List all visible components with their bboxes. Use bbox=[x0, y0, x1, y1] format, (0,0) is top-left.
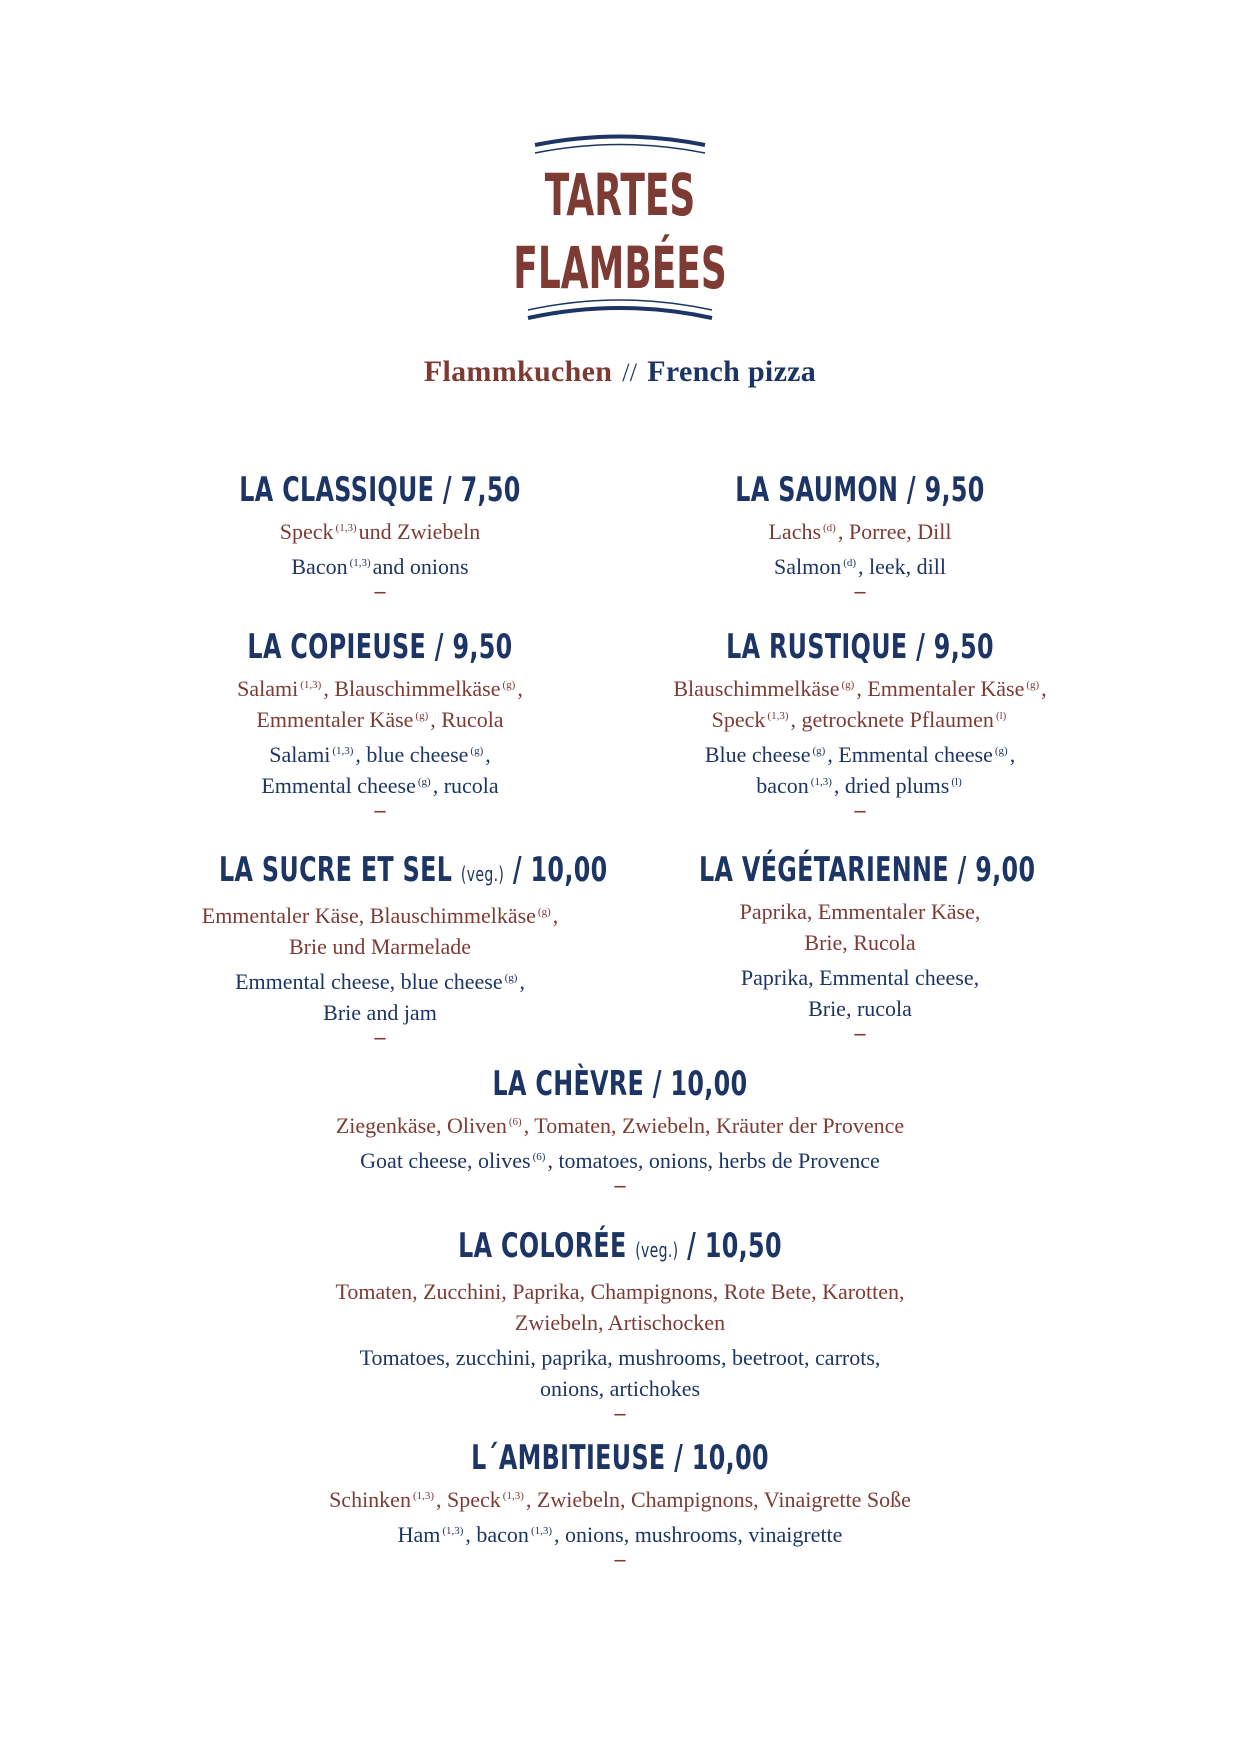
menu-item-vegetarienne bbox=[630, 850, 1090, 1045]
description-line bbox=[630, 739, 1090, 770]
allergen-code: (g) bbox=[812, 745, 826, 757]
logo-line1: TARTES bbox=[544, 162, 696, 230]
item-description-german bbox=[150, 900, 610, 962]
item-description-english bbox=[630, 739, 1090, 801]
description-line bbox=[630, 927, 1090, 958]
title-main: LA COLORÉE bbox=[458, 1226, 627, 1266]
veg-tag: (veg.) bbox=[460, 862, 505, 886]
description-text: , Blauschimmelkäse bbox=[323, 676, 501, 701]
description-text: Goat cheese, olives bbox=[360, 1148, 531, 1173]
allergen-code: (l) bbox=[995, 710, 1007, 722]
item-description-english bbox=[220, 1342, 1020, 1404]
item-title: LA VÉGÉTARIENNE / 9,00 bbox=[699, 850, 1036, 890]
menu-item-coloree bbox=[220, 1226, 1020, 1425]
menu-item-ambitieuse bbox=[220, 1438, 1020, 1571]
description-line bbox=[150, 739, 610, 770]
allergen-code: (1,3) bbox=[502, 1490, 524, 1502]
allergen-code: (1,3) bbox=[335, 522, 357, 534]
item-separator: – bbox=[854, 797, 866, 822]
logo bbox=[500, 130, 740, 330]
logo-line2: FLAMBÉES bbox=[513, 235, 727, 303]
description-text: , Emmental cheese bbox=[827, 742, 993, 767]
item-title: LA SAUMON / 9,50 bbox=[735, 470, 985, 510]
description-text: , Rucola bbox=[430, 707, 504, 732]
allergen-code: (1,3) bbox=[530, 1525, 553, 1537]
title-price: / 10,50 bbox=[687, 1226, 782, 1266]
item-description-english bbox=[150, 739, 610, 801]
subtitle bbox=[0, 355, 1240, 389]
description-text: Speck bbox=[279, 519, 334, 544]
description-line bbox=[630, 962, 1090, 993]
description-text: , bbox=[1009, 742, 1016, 767]
description-text: , Porree, Dill bbox=[837, 519, 952, 544]
item-title bbox=[340, 1226, 900, 1270]
item-title bbox=[219, 850, 608, 894]
item-description-english bbox=[150, 966, 610, 1028]
allergen-code: (l) bbox=[951, 776, 962, 788]
description-text: , blue cheese bbox=[355, 742, 469, 767]
allergen-code: (g) bbox=[1026, 679, 1040, 691]
description-text: , leek, dill bbox=[858, 554, 947, 579]
description-text: Emmental cheese, blue cheese bbox=[235, 969, 503, 994]
description-line bbox=[630, 673, 1090, 704]
description-text: , dried plums bbox=[833, 773, 950, 798]
description-line bbox=[220, 1307, 1020, 1338]
description-line bbox=[150, 931, 610, 962]
item-separator: – bbox=[614, 1172, 626, 1197]
description-text: bacon bbox=[756, 773, 809, 798]
description-text: und Zwiebeln bbox=[358, 519, 481, 544]
allergen-code: (d) bbox=[843, 557, 857, 569]
item-title: LA COPIEUSE / 9,50 bbox=[247, 627, 513, 667]
description-text: , Speck bbox=[436, 1487, 501, 1512]
allergen-code: (g) bbox=[470, 745, 484, 757]
description-line bbox=[150, 704, 610, 735]
description-text: , bbox=[519, 969, 525, 994]
description-text: , bbox=[1041, 676, 1047, 701]
allergen-code: (6) bbox=[532, 1151, 546, 1163]
item-description-english bbox=[630, 962, 1090, 1024]
description-text: Brie und Marmelade bbox=[288, 934, 472, 959]
allergen-code: (1,3) bbox=[412, 1490, 435, 1502]
item-separator: – bbox=[614, 1400, 626, 1425]
description-text: , tomatoes, onions, herbs de Provence bbox=[547, 1148, 880, 1173]
description-text: Ziegenkäse, Oliven bbox=[335, 1113, 507, 1138]
item-separator: – bbox=[374, 797, 386, 822]
description-text: , bbox=[517, 676, 523, 701]
description-text: Paprika, Emmentaler Käse, bbox=[739, 899, 981, 924]
description-text: Emmentaler Käse bbox=[256, 707, 414, 732]
description-line bbox=[220, 1276, 1020, 1307]
description-text: Salami bbox=[237, 676, 299, 701]
allergen-code: (1,3) bbox=[349, 557, 371, 569]
description-text: Brie and jam bbox=[323, 1000, 437, 1025]
description-text: , getrocknete Pflaumen bbox=[790, 707, 994, 732]
item-separator: – bbox=[614, 1546, 626, 1571]
allergen-code: (g) bbox=[415, 710, 429, 722]
allergen-code: (1,3) bbox=[442, 1525, 464, 1537]
description-text: Emmentaler Käse, Blauschimmelkäse bbox=[201, 903, 536, 928]
menu-item-rustique bbox=[630, 627, 1090, 822]
item-separator: – bbox=[854, 578, 866, 603]
item-title: L´AMBITIEUSE / 10,00 bbox=[471, 1438, 769, 1478]
description-line bbox=[150, 673, 610, 704]
description-text: , Tomaten, Zwiebeln, Kräuter der Provence bbox=[523, 1113, 905, 1138]
allergen-code: (d) bbox=[823, 522, 836, 534]
description-text: Tomaten, Zucchini, Paprika, Champignons, Rote Bete, Karotten, bbox=[335, 1279, 905, 1304]
description-text: Schinken bbox=[329, 1487, 411, 1512]
title-main: LA SUCRE ET SEL bbox=[219, 850, 453, 890]
description-text: Salmon bbox=[773, 554, 842, 579]
description-text: Emmental cheese bbox=[261, 773, 416, 798]
menu-item-saumon bbox=[630, 470, 1090, 603]
allergen-code: (g) bbox=[502, 679, 516, 691]
menu-item-chevre bbox=[220, 1064, 1020, 1197]
description-text: onions, artichokes bbox=[539, 1376, 701, 1401]
description-text: , Emmentaler Käse bbox=[856, 676, 1025, 701]
allergen-code: (g) bbox=[537, 906, 551, 918]
description-line bbox=[630, 704, 1090, 735]
description-text: , onions, mushrooms, vinaigrette bbox=[554, 1522, 843, 1547]
allergen-code: (g) bbox=[994, 745, 1008, 757]
subtitle-english: French pizza bbox=[647, 355, 817, 388]
subtitle-separator: // bbox=[622, 358, 638, 387]
item-separator: – bbox=[374, 578, 386, 603]
title-price: / 10,00 bbox=[512, 850, 608, 890]
description-text: Brie, rucola bbox=[808, 996, 912, 1021]
allergen-code: (1,3) bbox=[300, 679, 322, 691]
description-text: and onions bbox=[372, 554, 469, 579]
allergen-code: (1,3) bbox=[332, 745, 354, 757]
description-text: , Zwiebeln, Champignons, Vinaigrette Soße bbox=[525, 1487, 911, 1512]
description-text: Salami bbox=[269, 742, 331, 767]
item-description-german bbox=[630, 896, 1090, 958]
item-title: LA CLASSIQUE / 7,50 bbox=[239, 470, 521, 510]
menu-item-copieuse bbox=[150, 627, 610, 822]
description-text: Zwiebeln, Artischocken bbox=[514, 1310, 726, 1335]
menu-item-classique bbox=[150, 470, 610, 603]
description-text: , rucola bbox=[432, 773, 499, 798]
description-line bbox=[150, 900, 610, 931]
allergen-code: (g) bbox=[417, 776, 431, 788]
description-line bbox=[150, 966, 610, 997]
item-description-german bbox=[150, 673, 610, 735]
item-separator: – bbox=[374, 1024, 386, 1049]
allergen-code: (1,3) bbox=[767, 710, 789, 722]
allergen-code: (1,3) bbox=[810, 776, 832, 788]
item-title: LA CHÈVRE / 10,00 bbox=[492, 1064, 748, 1104]
description-line bbox=[630, 896, 1090, 927]
item-separator: – bbox=[854, 1020, 866, 1045]
description-text: Tomatoes, zucchini, paprika, mushrooms, beetroot, carrots, bbox=[359, 1345, 881, 1370]
description-text: , bbox=[552, 903, 559, 928]
allergen-code: (g) bbox=[841, 679, 855, 691]
description-text: Lachs bbox=[768, 519, 822, 544]
item-description-german bbox=[630, 516, 1090, 547]
description-text: Blue cheese bbox=[704, 742, 811, 767]
description-text: Brie, Rucola bbox=[804, 930, 916, 955]
description-text: Speck bbox=[711, 707, 766, 732]
allergen-code: (g) bbox=[504, 972, 518, 984]
allergen-code: (6) bbox=[508, 1116, 522, 1128]
subtitle-german: Flammkuchen bbox=[423, 355, 613, 388]
description-text: Ham bbox=[397, 1522, 441, 1547]
item-description-german bbox=[220, 1110, 1020, 1141]
veg-tag: (veg.) bbox=[635, 1238, 679, 1262]
description-text: , bacon bbox=[465, 1522, 529, 1547]
item-description-german bbox=[630, 673, 1090, 735]
description-text: Bacon bbox=[291, 554, 348, 579]
description-line bbox=[220, 1342, 1020, 1373]
menu-item-sucre-et-sel bbox=[150, 850, 610, 1049]
description-text: Paprika, Emmental cheese, bbox=[740, 965, 980, 990]
item-description-german bbox=[220, 1484, 1020, 1515]
description-text: , bbox=[485, 742, 491, 767]
item-description-german bbox=[220, 1276, 1020, 1338]
item-description-german bbox=[150, 516, 610, 547]
description-text: Blauschimmelkäse bbox=[673, 676, 840, 701]
item-title: LA RUSTIQUE / 9,50 bbox=[726, 627, 994, 667]
